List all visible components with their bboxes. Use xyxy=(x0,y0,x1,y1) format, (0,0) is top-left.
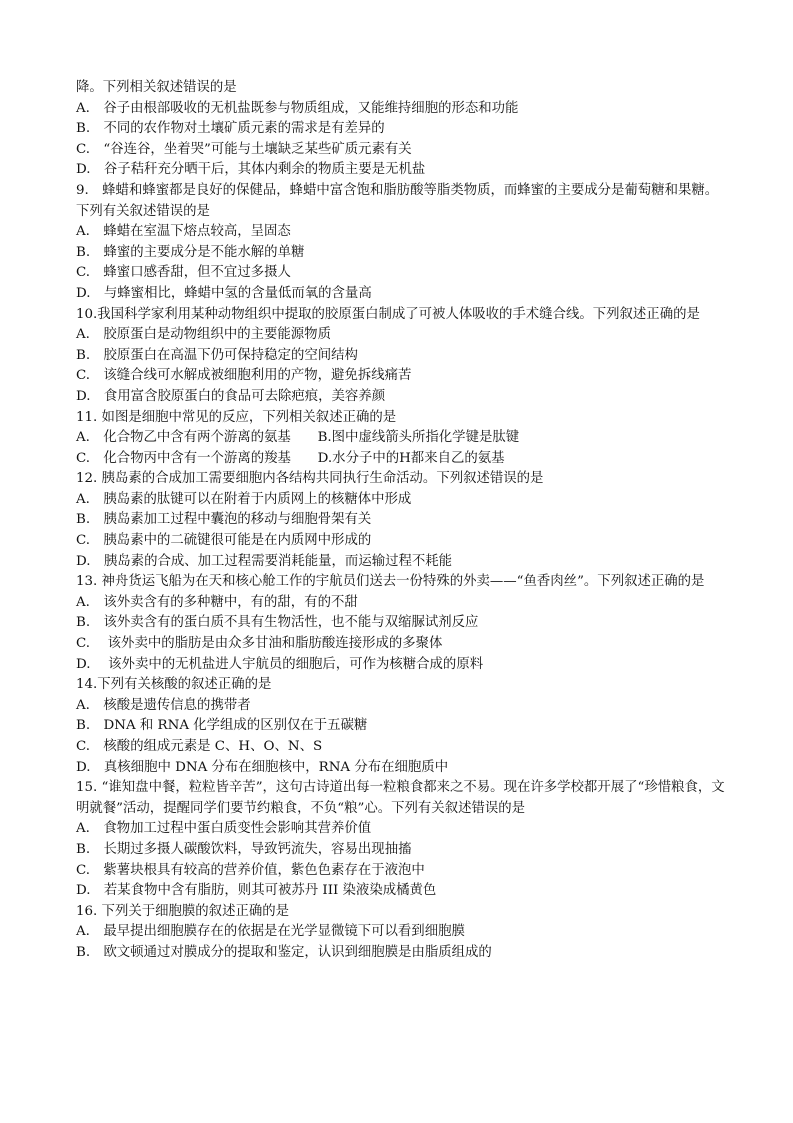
option-line: D. 该外卖中的无机盐进人宇航员的细胞后，可作为核糖合成的原料 xyxy=(76,656,484,672)
option-line: D. 胰岛素的合成、加工过程需要消耗能量，而运输过程不耗能 xyxy=(76,553,453,569)
option-line: D. 谷子秸秆充分晒干后，其体内剩余的物质主要是无机盐 xyxy=(76,162,426,178)
question-10: 10.我国科学家利用某种动物组织中提取的胶原蛋白制成了可被人体吸收的手术缝合线。下列叙述正确的是 xyxy=(76,306,700,322)
option-line: B. 该外卖含有的蛋白质不具有生物活性，也不能与双缩脲试剂反应 xyxy=(76,615,479,631)
option-line: C. 胰岛素中的二硫键很可能是在内质网中形成的 xyxy=(76,533,372,549)
question-13: 13. 神舟货运飞船为在天和核心舱工作的宇航员们送去一份特殊的外卖——“鱼香肉丝”。下列叙述正确的是 xyxy=(76,574,705,590)
option-line: A. 胰岛素的肽键可以在附着于内质网上的核糖体中形成 xyxy=(76,491,412,507)
option-line: B. 蜂蜜的主要成分是不能水解的单糖 xyxy=(76,244,305,260)
option-line: B. 欧文顿通过对膜成分的提取和鉴定，认识到细胞膜是由脂质组成的 xyxy=(76,944,492,960)
question-11: 11. 如图是细胞中常见的反应，下列相关叙述正确的是 xyxy=(76,409,397,425)
option-line: C. 该外卖中的脂肪是由众多甘油和脂肪酸连接形成的多聚体 xyxy=(76,636,443,652)
option-line: A. 食物加工过程中蛋白质变性会影响其营养价值 xyxy=(76,821,372,837)
option-line: C. 核酸的组成元素是 C、H、O、N、S xyxy=(76,739,323,754)
option-line: D. 与蜂蜜相比，蜂蜡中氢的含量低而氧的含量高 xyxy=(76,285,372,301)
question-15: 15. “谁知盘中餐，粒粒皆辛苦”，这句古诗道出每一粒粮食都来之不易。现在许多学校都开展了“珍惜粮食，文明就餐”活动，提醒同学们要节约粮食，不负“粮”心。下列有关叙述错误的是 xyxy=(76,780,725,816)
option-line: B. 胶原蛋白在高温下仍可保持稳定的空间结构 xyxy=(76,347,358,363)
option-line: A. 核酸是遗传信息的携带者 xyxy=(76,697,251,713)
option-line: D. 真核细胞中 DNA 分布在细胞核中，RNA 分布在细胞质中 xyxy=(76,759,449,775)
option-line: B. 不同的农作物对土壤矿质元素的需求是有差异的 xyxy=(76,121,385,137)
option-line: A. 该外卖含有的多种糖中，有的甜，有的不甜 xyxy=(76,594,358,610)
option-line: B. 长期过多摄人碳酸饮料，导致钙流失，容易出现抽搐 xyxy=(76,841,412,857)
option-line: A. 最早提出细胞膜存在的依据是在光学显微镜下可以看到细胞膜 xyxy=(76,924,465,940)
exam-page xyxy=(76,78,726,964)
option-line: C. 化合物丙中含有一个游离的羧基 D.水分子中的H都来自乙的氨基 xyxy=(76,450,505,466)
option-line: A. 谷子由根部吸收的无机盐既参与物质组成，又能维持细胞的形态和功能 xyxy=(76,100,519,116)
question-14: 14.下列有关核酸的叙述正确的是 xyxy=(76,677,272,693)
question-12: 12. 胰岛素的合成加工需要细胞内各结构共同执行生命活动。下列叙述错误的是 xyxy=(76,471,544,487)
option-line: A. 蜂蜡在室温下熔点较高，呈固态 xyxy=(76,224,291,240)
option-line: C. 紫薯块根具有较高的营养价值，紫色色素存在于液泡中 xyxy=(76,862,425,878)
option-line: A. 化合物乙中含有两个游离的氨基 B.图中虚线箭头所指化学键是肽键 xyxy=(76,430,520,446)
option-line: A. 胶原蛋白是动物组织中的主要能源物质 xyxy=(76,327,331,343)
question-16: 16. 下列关于细胞膜的叙述正确的是 xyxy=(76,903,290,919)
option-line: D. 食用富含胶原蛋白的食品可去除疤痕，美容养颜 xyxy=(76,388,386,404)
text-line: 降。下列相关叙述错误的是 xyxy=(76,80,237,95)
option-line: C. 蜂蜜口感香甜，但不宜过多摄人 xyxy=(76,265,291,281)
option-line: D. 若某食物中含有脂肪，则其可被苏丹 III 染液染成橘黄色 xyxy=(76,883,437,899)
option-line: C. 该缝合线可水解成被细胞利用的产物，避免拆线痛苦 xyxy=(76,368,412,384)
option-line: B. DNA 和 RNA 化学组成的区别仅在于五碳糖 xyxy=(76,718,368,734)
option-line: C. “谷连谷，坐着哭”可能与土壤缺乏某些矿质元素有关 xyxy=(76,141,412,157)
question-9: 9. 蜂蜡和蜂蜜都是良好的保健品，蜂蜡中富含饱和脂肪酸等脂类物质，而蜂蜜的主要成分是葡萄糖和果糖。下列有关叙述错误的是 xyxy=(76,182,719,219)
option-line: B. 胰岛素加工过程中囊泡的移动与细胞骨架有关 xyxy=(76,512,372,528)
